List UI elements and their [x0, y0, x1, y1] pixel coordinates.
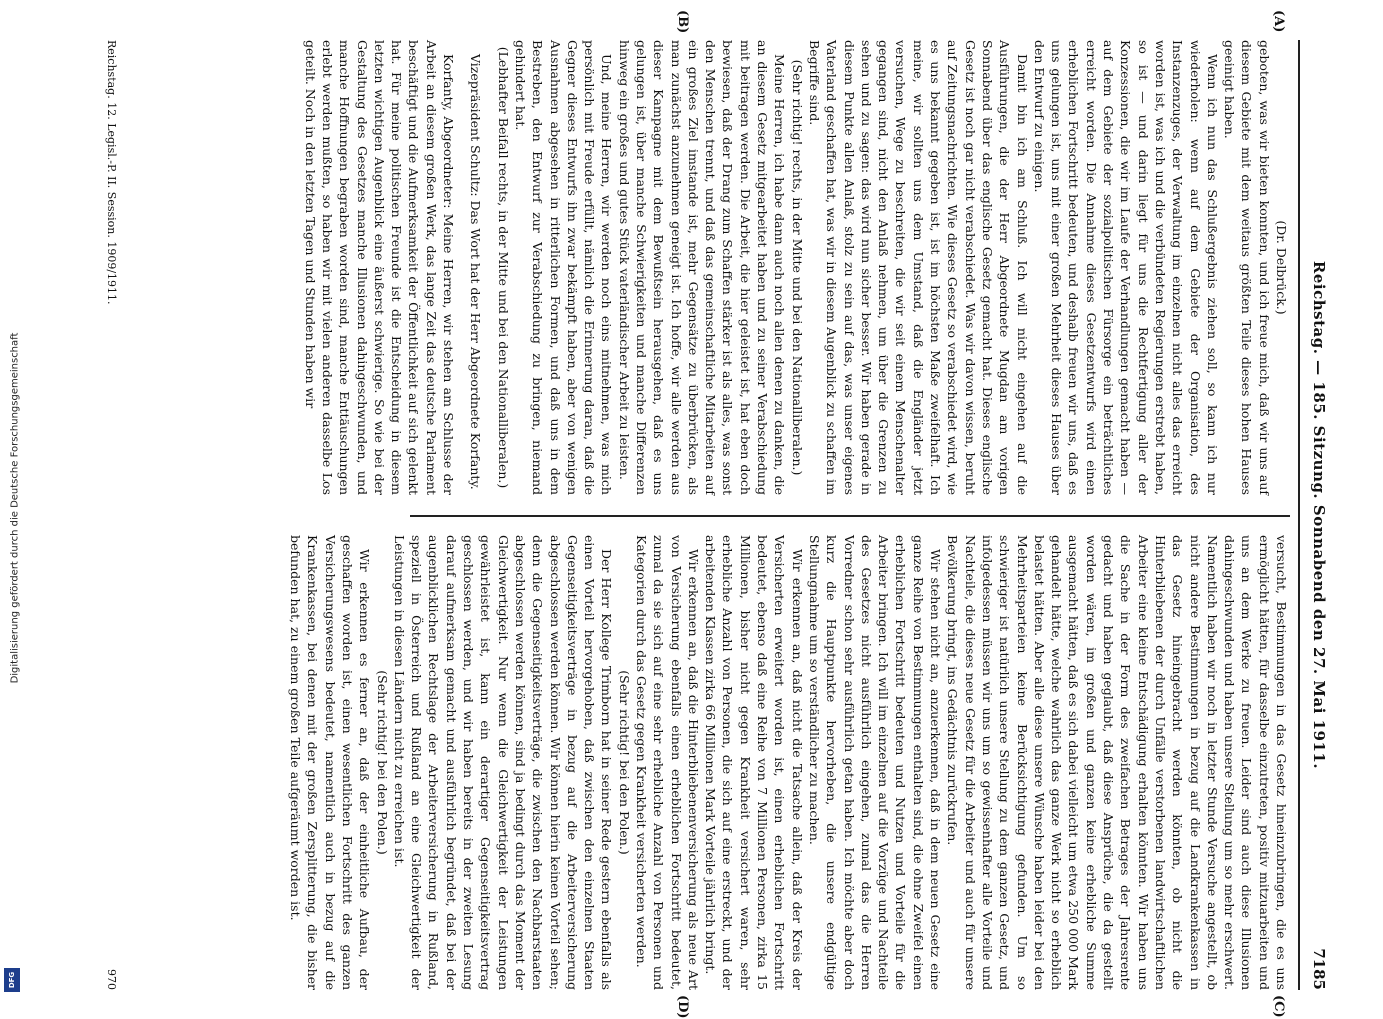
speaker-announcement: Vizepräsident Schultz: Das Wort hat der Herr Abgeordnete Korfanty.: [468, 54, 484, 490]
page-number: 7185: [1310, 948, 1328, 990]
page-header: [1298, 40, 1330, 990]
paragraph: Wir erkennen an, daß nicht die Tatsache allein, daß der Kreis der Versicherten erweitert worden ist, einen erheblichen Fortschritt bedeutet, ebenso daß eine Reihe von 7 Millionen Personen, zirka 15 Millionen, bisher nicht gegen Krankheit versichert waren, sehr erhebliche Anzahl von Personen, die sich auf eine erstreckt, und der arbeitenden Klassen zirka 66 Millionen Mark Vorteile jährlich bringt.: [703, 535, 805, 990]
footer-source: Reichstag. 12. Legisl.-P. II. Session. 1909/1911.: [105, 40, 118, 305]
page-title: Reichstag. — 185. Sitzung. Sonnabend den 27. Mai 1911.: [1310, 260, 1328, 770]
paragraph: Meine Herren, ich habe dann auch noch allen denen zu danken, die an diesem Gesetz mitgearbeitet haben und zu seiner Verabschiedung mit beitragen werden. Die Arbeit, die hier geleistet ist, hat eben doch bewiesen, daß der Drang zum Schaffen stärker ist als alles, was sonst den Menschen trennt, und daß das gemeinschaftliche Mitarbeiten auf ein großes Ziel imstande ist, mehr Gegensätze zu überbrücken, als man zunächst anzunehmen geneigt ist. Ich hoffe, wir alle werden aus dieser Kampagne mit dem Bewußtsein herausgehen, daß es uns gelungen ist, über manche Schwierigkeiten und manche Differenzen hinweg ein großes und gutes Stück vaterländischer Arbeit zu leisten.: [616, 40, 788, 495]
margin-marker-b: (B): [675, 10, 690, 34]
interjection: (Sehr richtig! bei den Polen.): [374, 670, 390, 855]
paragraph: Damit bin ich am Schluß. Ich will nicht eingehen auf die Ausführungen, die der Herr Abgeordnete Mugdan am vorigen Sonnabend über das englische Gesetz gemacht hat. Dieses englische Gesetz ist noch gar nicht verabschiedet. Was wir davon wissen, beruht auf Zeitungsnachrichten. Wie dieses Gesetz so verabschiedet wird, wie es uns bekannt gegeben ist, ist im höchsten Maße zweifelhaft. Ich meine, wir sollten uns dem Umstand, daß die Engländer jetzt versuchen, Wege zu beschreiten, die wir seit einem Menschenalter gegangen sind, nicht den Anlaß nehmen, um über die Grenzen zu sehen und zu sagen: das wird nun sicher besser. Wir haben gerade in diesem Punkte allen Anlaß, stolz zu sein auf das, was unser eigenes Vaterland geschaffen hat, was wir in diesem Augenblick zu schaffen im Begriffe sind.: [806, 40, 1030, 495]
right-column: [287, 535, 1290, 990]
paragraph: versucht, Bestimmungen in das Gesetz hineinzubringen, die es uns ermöglicht hätten, für dasselbe einzutreten, positiv mitzuarbeiten und uns an dem Werke zu freuen. Leider sind auch diese Illusionen dahingeschwunden und haben unsere Stellung um so mehr erschwert. Namentlich haben wir noch in letzter Stunde Versuche angestellt, ob nicht andere Bestimmungen in bezug auf die Landkrankenkassen in das Gesetz hineingebracht werden könnten, ob nicht die Hinterbliebenen der durch Unfälle verstorbenen landwirtschaftlichen Arbeiter eine kleine Entschädigung erhalten könnten. Wir haben uns die Sache in der Form des zweifachen Betrages der Jahresrente gedacht und haben geglaubt, daß diese Ansprüche, die da gestellt worden wären, im großen und ganzen keine erhebliche Summe ausgemacht hätten, daß es sich dabei vielleicht um etwa 250 000 Mark gehandelt hätte, welche wahrlich das ganze Werk nicht so erheblich belastet hätten. Aber alle diese unsere Wünsche haben leider bei den Mehrheitsparteien keine Berücksichtigung gefunden. Um so schwieriger ist natürlich unsere Stellung zu dem ganzen Gesetz, und infolgedessen müssen wir uns um so gewissenhafter alle Vorteile und Nachteile, die dieses neue Gesetz für die Arbeiter und auch für unsere Bevölkerung bringt, ins Gedächtnis zurückrufen.: [945, 535, 1289, 990]
paragraph: Und, meine Herren, wir werden noch eins mitnehmen, was mich persönlich mit Freude erfüllt, nämlich die Erinnerung daran, daß die Gegner dieses Entwurfs ihn zwar bekämpft haben, aber von wenigen Ausnahmen abgesehen in ritterlichen Formen, und daß uns in dem Bestreben, den Entwurf zur Verabschiedung zu bringen, niemand gehindert hat.: [512, 40, 615, 495]
speaker-label: (Dr. Delbrück.): [1274, 220, 1289, 315]
paragraph: Wir stehen nicht an, anzuerkennen, daß in dem neuen Gesetz eine ganze Reihe von Bestimmungen enthalten sind, die ohne Zweifel einen erheblichen Fortschritt bedeuten und Nutzen und Vorteile für die Arbeiter bringen. Ich will im einzelnen auf die Vorzüge und Nachteile des Gesetzes nicht ausführlich eingehen, zumal das die Herren Vorredner schon sehr ausführlich getan haben. Ich möchte aber doch kurz die Hauptpunkte hervorheben, die unsere endgültige Stellungnahme um so verständlicher zu machen.: [806, 535, 944, 990]
dfg-logo-text: DFG: [8, 971, 16, 989]
interjection: (Sehr richtig! rechts, in der Mitte und bei den Nationalliberalen.): [789, 59, 805, 476]
paragraph: Wenn ich nun das Schlußergebnis ziehen soll, so kann ich nur wiederholen: wenn auf dem Gebiete der Organisation, des Instanzenzuges, der Verwaltung im einzelnen nicht alles das erreicht worden ist, was ich und die verbündeten Regierungen erstrebt haben, so ist — und darin liegt für uns die Rechtfertigung aller der Konzessionen, die wir im Laufe der Verhandlungen gemacht haben — auf dem Gebiete der sozialpolitischen Fürsorge ein beträchtliches erreicht worden. Die Annahme dieses Gesetzentwurfs wird einen erheblichen Fortschritt bedeuten, und deshalb freuen wir uns, daß es uns gelungen ist, uns mit einer großen Mehrheit dieses Hauses über den Entwurf zu einigen.: [1031, 40, 1220, 495]
interjection: (Sehr richtig! bei den Polen.): [616, 670, 632, 855]
digitization-note-text: Digitalisierung gefördert durch die Deutsche Forschungsgemeinschaft: [9, 332, 21, 683]
document-page: [80, 10, 1330, 1019]
digitization-note: [4, 20, 26, 995]
paragraph: Korfanty, Abgeordneter: Meine Herren, wir stehen am Schlusse der Arbeit an diesem großen Werk, das lange Zeit das deutsche Parlament beschäftigt und die Aufmerksamkeit der Öffentlichkeit auf sich gelenkt hat. Für meine politischen Freunde ist die Entscheidung in diesem letzten wichtigen Augenblick eine äußerst schwierige. So wie bei der Gestaltung des Gesetzes manche Illusionen dahingeschwunden, und manche Hoffnungen begraben worden sind, manche Enttäuschungen erlebt werden mußten, so haben wir mit vielen anderen dasselbe Los geteilt. Noch in den letzten Tagen und Stunden haben wir: [302, 40, 457, 495]
margin-marker-a: (A): [1271, 10, 1286, 33]
margin-marker-d: (D): [675, 995, 690, 1019]
dfg-logo-icon: [4, 968, 20, 992]
column-divider: [410, 515, 1290, 517]
margin-marker-c: (C): [1271, 995, 1286, 1018]
paragraph: geboten, was wir bieten konnten, und ich freue mich, daß wir uns auf diesem Gebiete mit dem weitaus größten Teile dieses hohen Hauses geeinigt haben.: [1222, 40, 1272, 495]
left-column: [301, 40, 1290, 495]
paragraph: Wir erkennen an, daß die Hinterbliebenenversicherung als neue Art von Versicherung ebenfalls einen erheblichen Fortschritt bedeutet, zumal da sie sich auf eine sehr erhebliche Anzahl von Personen und Kategorien durch das Gesetz gegen Krankheit versicherten werden.: [634, 535, 701, 990]
footer-sheet-number: 970: [105, 969, 118, 990]
paragraph: Der Herr Kollege Trimborn hat in seiner Rede gestern ebenfalls als einen Vorteil hervorgehoben, daß zwischen den einzelnen Staaten Gegenseitigkeitsverträge in bezug auf die Arbeiterversicherung abgeschlossen werden können. Wir können hierin keinen Vorteil sehen; denn die Gegenseitigkeitsverträge, die zwischen den Nachbarstaaten abgeschlossen werden können, sind ja bedingt durch das Moment der Gleichwertigkeit. Nur wenn die Gleichwertigkeit der Leistungen gewährleistet ist, kann ein derartiger Gegenseitigkeitsvertrag geschlossen werden, und wir haben bereits in der zweiten Lesung darauf aufmerksam gemacht und ausführlich begründet, daß bei der augenblicklichen Rechtslage der Arbeiterversicherung in Rußland, speziell in Österreich und Rußland an eine Gleichwertigkeit der Leistungen in diesen Ländern nicht zu erreichen ist.: [391, 535, 615, 990]
paragraph: Wir erkennen es ferner an, daß der einheitliche Aufbau, der geschaffen worden ist, einen wesentlichen Fortschritt des ganzen Versicherungswesens bedeutet, namentlich auch in bezug auf die Krankenkassen, bei denen mit der großen Zersplitterung, die bisher befunden hat, zu einem großen Teile aufgeräumt worden ist.: [288, 535, 373, 990]
interjection: (Lebhafter Beifall rechts, in der Mitte und bei den Nationalliberalen.): [495, 46, 511, 489]
